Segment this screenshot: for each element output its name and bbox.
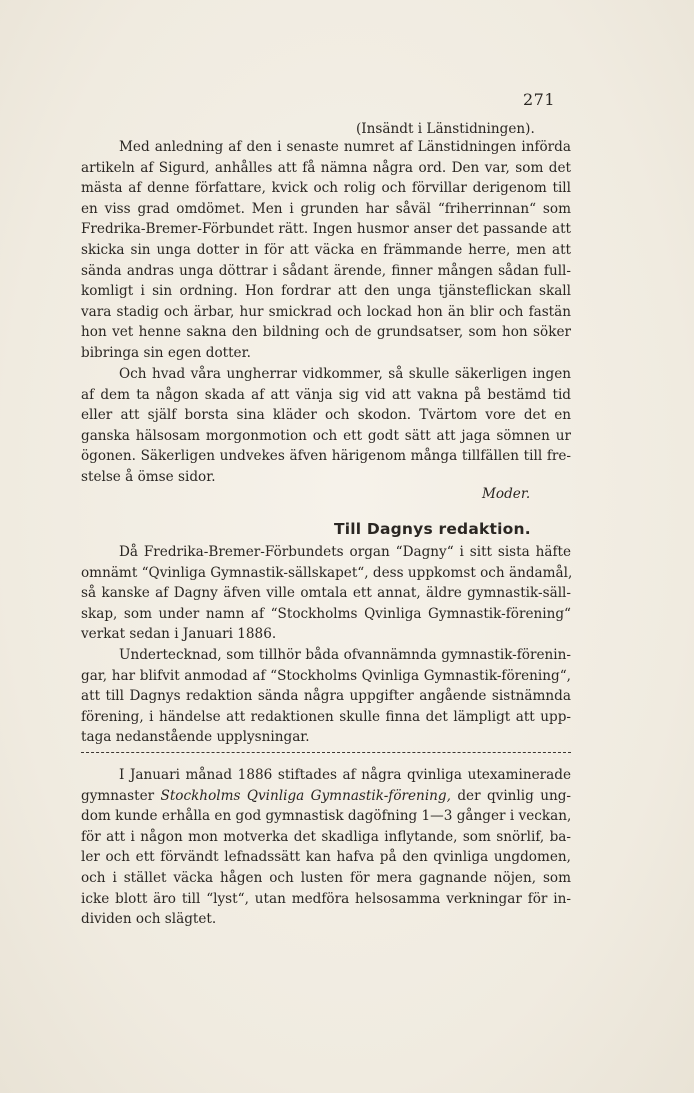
text-line: bibringa sin egen dotter.	[81, 344, 251, 361]
text-line	[81, 786, 571, 807]
text-line: skap, som under namn af “Stockholms Qvinliga Gymnastik-förening“	[81, 605, 571, 622]
text-line: Och hvad våra ungherrar vidkommer, så skulle säkerligen ingen	[119, 366, 571, 382]
signature: Moder.	[482, 486, 531, 502]
text-line: dividen och slägtet.	[81, 911, 217, 928]
text-line: dom kunde erhålla en god gymnastisk dagöfning 1—3 gånger i veckan,	[81, 808, 572, 825]
text-line: ganska hälsosam morgonmotion och ett godt sätt att jaga sömnen ur	[81, 427, 571, 444]
text-line: vara stadig och ärbar, hur smickrad och lockad hon än blir och fastän	[81, 303, 571, 320]
page-number: 271	[523, 90, 556, 109]
text-line: eller att själf borsta sina kläder och skodon. Tvärtom vore det en	[81, 407, 571, 424]
text-line: sända andras unga döttrar i sådant ärende, finner mången sådan full-	[81, 262, 571, 279]
text-line: taga nedanstående upplysningar.	[81, 729, 310, 746]
source-note: (Insändt i Länstidningen).	[356, 121, 535, 137]
text-line: hon vet henne sakna den bildning och de grundsatser, som hon söker	[81, 324, 571, 341]
text-line: en viss grad omdömet. Men i grunden har såväl “friherrinnan“ som	[81, 200, 571, 217]
text-fragment: der qvinlig ung-	[450, 787, 572, 804]
section-heading: Till Dagnys redaktion.	[334, 520, 531, 538]
text-line: mästa af denne författare, kvick och rolig och förvillar derigenom till	[81, 180, 571, 197]
text-line: komligt i sin ordning. Hon fordrar att den unga tjänsteflickan skall	[81, 283, 571, 300]
text-fragment: gymnaster	[81, 787, 161, 804]
text-line: artikeln af Sigurd, anhålles att få nämna några ord. Den var, som det	[81, 159, 571, 176]
text-line: af dem ta någon skada af att vänja sig vid att vakna på bestämd tid	[81, 386, 571, 403]
text-line: ögonen. Säkerligen undvekes äfven härigenom många tillfällen till fre-	[81, 448, 571, 465]
text-line: verkat sedan i Januari 1886.	[81, 626, 277, 643]
letter2-paragraph2	[81, 645, 571, 748]
letter1-paragraph1	[81, 137, 571, 364]
text-line: skicka sin unga dotter in för att väcka en främmande herre, men att	[81, 241, 571, 258]
letter1-paragraph2	[81, 364, 571, 488]
text-line: och i stället väcka hågen och lusten för mera gagnande nöjen, som	[81, 869, 571, 886]
text-line: att till Dagnys redaktion sända några uppgifter angående sistnämnda	[81, 688, 571, 705]
letter2-paragraph3	[81, 765, 571, 930]
letter2-paragraph1	[81, 542, 571, 645]
dashed-divider	[81, 752, 571, 753]
society-name: Stockholms Qvinliga Gymnastik-förening,	[160, 787, 451, 804]
text-line: förening, i händelse att redaktionen skulle finna det lämpligt att upp-	[81, 708, 571, 725]
text-line: omnämt “Qvinliga Gymnastik-sällskapet“, dess uppkomst och ändamål,	[81, 564, 573, 581]
text-line: stelse å ömse sidor.	[81, 468, 216, 485]
text-line: ler och ett förvändt lefnadssätt kan hafva på den qvinliga ungdomen,	[81, 849, 571, 866]
text-line: Med anledning af den i senaste numret af Länstidningen införda	[119, 139, 571, 155]
text-line: Då Fredrika-Bremer-Förbundets organ “Dagny“ i sitt sista häfte	[119, 544, 571, 560]
text-line: för att i någon mon motverka det skadliga inflytande, som snörlif, ba-	[81, 828, 571, 845]
text-line: Fredrika-Bremer-Förbundet rätt. Ingen husmor anser det passande att	[81, 221, 571, 238]
text-line: Undertecknad, som tillhör båda ofvannämnda gymnastik-förenin-	[119, 647, 571, 663]
text-line: I Januari månad 1886 stiftades af några qvinliga utexaminerade	[119, 767, 571, 783]
text-line: så kanske af Dagny äfven ville omtala ett annat, äldre gymnastik-säll-	[81, 585, 571, 602]
text-line: icke blott äro till “lyst“, utan medföra helsosamma verkningar för in-	[81, 890, 571, 907]
text-line: gar, har blifvit anmodad af “Stockholms Qvinliga Gymnastik-förening“,	[81, 667, 571, 684]
